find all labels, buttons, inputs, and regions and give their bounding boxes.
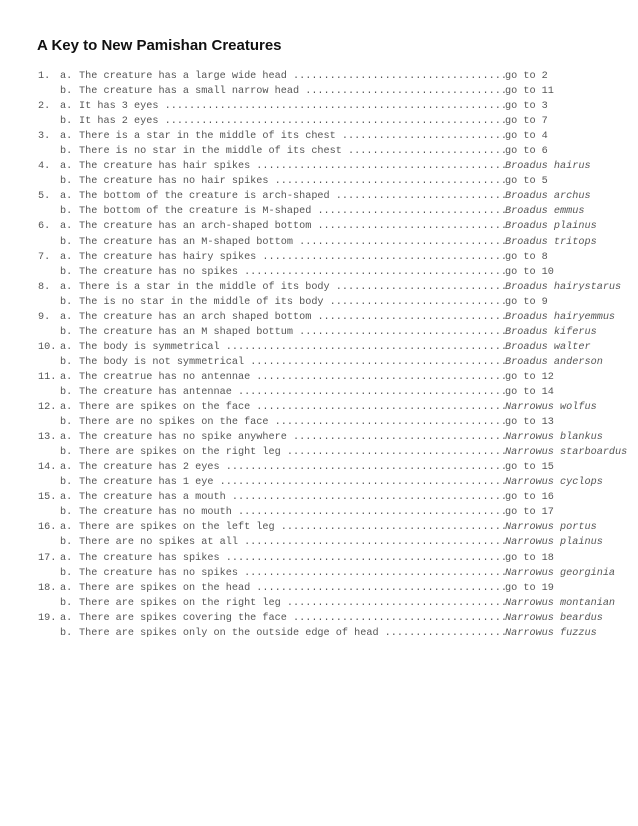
- couplet-number: 4.: [38, 161, 51, 173]
- choice-letter: b.: [60, 537, 73, 549]
- key-line: [38, 370, 638, 385]
- couplet-number: 15.: [38, 492, 57, 504]
- species-name: Narrowus cyclops: [505, 477, 603, 489]
- choice-statement: The creature has an arch shaped bottom .....: [79, 310, 505, 325]
- species-name: Broadus plainus: [505, 221, 597, 233]
- couplet-number: 7.: [38, 251, 51, 263]
- species-name: Narrowus blankus: [505, 432, 603, 444]
- key-line: [38, 400, 638, 415]
- couplet-number: 16.: [38, 522, 57, 534]
- key-line: [38, 460, 638, 475]
- choice-statement: There are spikes only on the outside edge of head .....: [79, 626, 505, 641]
- choice-statement: There are spikes covering the face .....: [79, 611, 505, 626]
- key-line: [38, 144, 638, 159]
- choice-letter: b.: [60, 627, 73, 639]
- species-name: Broadus tritops: [505, 236, 597, 248]
- species-name: Broadus archus: [505, 191, 591, 203]
- choice-statement: There are no spikes at all .....: [79, 535, 505, 550]
- choice-statement: There are spikes on the right leg .....: [79, 445, 505, 460]
- key-line: [38, 430, 638, 445]
- choice-letter: a.: [60, 221, 73, 233]
- choice-letter: a.: [60, 612, 73, 624]
- choice-letter: b.: [60, 567, 73, 579]
- choice-statement: It has 3 eyes .....: [79, 99, 505, 114]
- key-line: [38, 295, 638, 310]
- choice-letter: a.: [60, 311, 73, 323]
- choice-letter: b.: [60, 86, 73, 98]
- species-name: Broadus walter: [505, 341, 591, 353]
- choice-statement: The creature has 1 eye .....: [79, 475, 505, 490]
- key-line: [38, 475, 638, 490]
- choice-statement: The creature has no mouth .....: [79, 505, 505, 520]
- key-line: [38, 84, 638, 99]
- choice-letter: a.: [60, 101, 73, 113]
- couplet-number: 14.: [38, 462, 57, 474]
- couplet-number: 17.: [38, 552, 57, 564]
- go-to-step: go to 14: [505, 386, 554, 398]
- choice-letter: a.: [60, 161, 73, 173]
- go-to-step: go to 9: [505, 296, 548, 308]
- dichotomous-key: [38, 69, 638, 641]
- key-line: [38, 69, 638, 84]
- species-name: Broadus hairus: [505, 161, 591, 173]
- go-to-step: go to 2: [505, 71, 548, 82]
- key-line: [38, 265, 638, 280]
- choice-statement: The creature has a small narrow head .....: [79, 84, 505, 99]
- key-line: [38, 505, 638, 520]
- key-line: [38, 581, 638, 596]
- couplet-number: 18.: [38, 582, 57, 594]
- choice-letter: b.: [60, 326, 73, 338]
- choice-letter: a.: [60, 552, 73, 564]
- choice-statement: The bottom of the creature is arch-shaped .....: [79, 189, 505, 204]
- choice-statement: The creature has a mouth .....: [79, 490, 505, 505]
- couplet-number: 10.: [38, 341, 57, 353]
- choice-statement: The creature has 2 eyes .....: [79, 460, 505, 475]
- species-name: Narrowus starboardus: [505, 447, 628, 459]
- couplet-number: 2.: [38, 101, 51, 113]
- choice-statement: The creature has no spike anywhere .....: [79, 430, 505, 445]
- choice-statement: The body is symmetrical .....: [79, 340, 505, 355]
- key-line: [38, 204, 638, 219]
- choice-letter: a.: [60, 191, 73, 203]
- species-name: Narrowus fuzzus: [505, 627, 597, 639]
- choice-statement: There are spikes on the right leg .....: [79, 596, 505, 611]
- key-line: [38, 189, 638, 204]
- key-line: [38, 611, 638, 626]
- couplet-number: 9.: [38, 311, 51, 323]
- species-name: Broadus anderson: [505, 356, 603, 368]
- choice-statement: The creature has no spikes .....: [79, 566, 505, 581]
- choice-statement: The creature has no spikes .....: [79, 265, 505, 280]
- choice-statement: The bottom of the creature is M-shaped .....: [79, 204, 505, 219]
- key-line: [38, 235, 638, 250]
- choice-statement: There is a star in the middle of its body .....: [79, 280, 505, 295]
- key-line: [38, 325, 638, 340]
- species-name: Narrowus portus: [505, 522, 597, 534]
- choice-letter: a.: [60, 432, 73, 444]
- go-to-step: go to 3: [505, 101, 548, 113]
- couplet-number: 1.: [38, 71, 51, 82]
- choice-letter: b.: [60, 386, 73, 398]
- key-line: [38, 355, 638, 370]
- species-name: Narrowus georginia: [505, 567, 616, 579]
- choice-letter: b.: [60, 356, 73, 368]
- key-line: [38, 159, 638, 174]
- couplet-number: 13.: [38, 432, 57, 444]
- key-line: [38, 280, 638, 295]
- key-line: [38, 520, 638, 535]
- choice-letter: b.: [60, 417, 73, 429]
- key-line: [38, 385, 638, 400]
- go-to-step: go to 12: [505, 371, 554, 383]
- species-name: Narrowus wolfus: [505, 402, 597, 414]
- go-to-step: go to 5: [505, 176, 548, 188]
- choice-letter: a.: [60, 582, 73, 594]
- choice-statement: The body is not symmetrical .....: [79, 355, 505, 370]
- choice-statement: It has 2 eyes .....: [79, 114, 505, 129]
- choice-letter: a.: [60, 492, 73, 504]
- key-line: [38, 250, 638, 265]
- choice-letter: a.: [60, 281, 73, 293]
- choice-statement: There are spikes on the face .....: [79, 400, 505, 415]
- species-name: Broadus kiferus: [505, 326, 597, 338]
- choice-statement: The creature has a large wide head .....: [79, 69, 505, 84]
- go-to-step: go to 6: [505, 146, 548, 158]
- choice-letter: a.: [60, 341, 73, 353]
- choice-letter: a.: [60, 462, 73, 474]
- choice-letter: b.: [60, 477, 73, 489]
- choice-letter: b.: [60, 597, 73, 609]
- couplet-number: 6.: [38, 221, 51, 233]
- key-line: [38, 114, 638, 129]
- choice-letter: a.: [60, 371, 73, 383]
- species-name: Broadus hairystarus: [505, 281, 622, 293]
- document-title: A Key to New Pamishan Creatures: [37, 37, 282, 54]
- choice-letter: b.: [60, 236, 73, 248]
- choice-letter: a.: [60, 251, 73, 263]
- key-line: [38, 174, 638, 189]
- couplet-number: 5.: [38, 191, 51, 203]
- go-to-step: go to 15: [505, 462, 554, 474]
- couplet-number: 12.: [38, 402, 57, 414]
- key-line: [38, 129, 638, 144]
- species-name: Narrowus montanian: [505, 597, 616, 609]
- choice-statement: The creature has hair spikes .....: [79, 159, 505, 174]
- choice-letter: a.: [60, 402, 73, 414]
- choice-statement: There are no spikes on the face .....: [79, 415, 505, 430]
- go-to-step: go to 19: [505, 582, 554, 594]
- key-line: [38, 445, 638, 460]
- key-line: [38, 99, 638, 114]
- species-name: Broadus emmus: [505, 206, 585, 218]
- couplet-number: 8.: [38, 281, 51, 293]
- key-line: [38, 490, 638, 505]
- couplet-number: 11.: [38, 371, 57, 383]
- choice-statement: The is no star in the middle of its body .....: [79, 295, 505, 310]
- go-to-step: go to 8: [505, 251, 548, 263]
- choice-statement: There are spikes on the head .....: [79, 581, 505, 596]
- choice-letter: b.: [60, 447, 73, 459]
- species-name: Broadus hairyemmus: [505, 311, 616, 323]
- go-to-step: go to 18: [505, 552, 554, 564]
- key-line: [38, 219, 638, 234]
- go-to-step: go to 17: [505, 507, 554, 519]
- key-line: [38, 340, 638, 355]
- choice-letter: b.: [60, 116, 73, 128]
- key-line: [38, 415, 638, 430]
- choice-statement: The creature has an M-shaped bottom .....: [79, 235, 505, 250]
- choice-letter: b.: [60, 206, 73, 218]
- couplet-number: 3.: [38, 131, 51, 143]
- choice-letter: a.: [60, 522, 73, 534]
- go-to-step: go to 7: [505, 116, 548, 128]
- choice-statement: The creature has spikes .....: [79, 551, 505, 566]
- species-name: Narrowus plainus: [505, 537, 603, 549]
- choice-letter: a.: [60, 71, 73, 82]
- key-line: [38, 566, 638, 581]
- key-line: [38, 551, 638, 566]
- choice-letter: b.: [60, 266, 73, 278]
- go-to-step: go to 4: [505, 131, 548, 143]
- choice-letter: b.: [60, 296, 73, 308]
- go-to-step: go to 11: [505, 86, 554, 98]
- choice-statement: The creature has no hair spikes .....: [79, 174, 505, 189]
- key-line: [38, 310, 638, 325]
- choice-statement: The creatrue has no antennae .....: [79, 370, 505, 385]
- choice-statement: There are spikes on the left leg .....: [79, 520, 505, 535]
- go-to-step: go to 10: [505, 266, 554, 278]
- choice-letter: a.: [60, 131, 73, 143]
- choice-statement: The creature has an M shaped bottum .....: [79, 325, 505, 340]
- choice-letter: b.: [60, 176, 73, 188]
- go-to-step: go to 16: [505, 492, 554, 504]
- species-name: Narrowus beardus: [505, 612, 603, 624]
- choice-statement: The creature has hairy spikes .....: [79, 250, 505, 265]
- go-to-step: go to 13: [505, 417, 554, 429]
- choice-statement: The creature has an arch-shaped bottom .....: [79, 219, 505, 234]
- key-line: [38, 626, 638, 641]
- key-line: [38, 535, 638, 550]
- choice-statement: There is a star in the middle of its chest .....: [79, 129, 505, 144]
- couplet-number: 19.: [38, 612, 57, 624]
- key-line: [38, 596, 638, 611]
- choice-statement: There is no star in the middle of its chest .....: [79, 144, 505, 159]
- choice-letter: b.: [60, 146, 73, 158]
- choice-letter: b.: [60, 507, 73, 519]
- choice-statement: The creature has antennae .....: [79, 385, 505, 400]
